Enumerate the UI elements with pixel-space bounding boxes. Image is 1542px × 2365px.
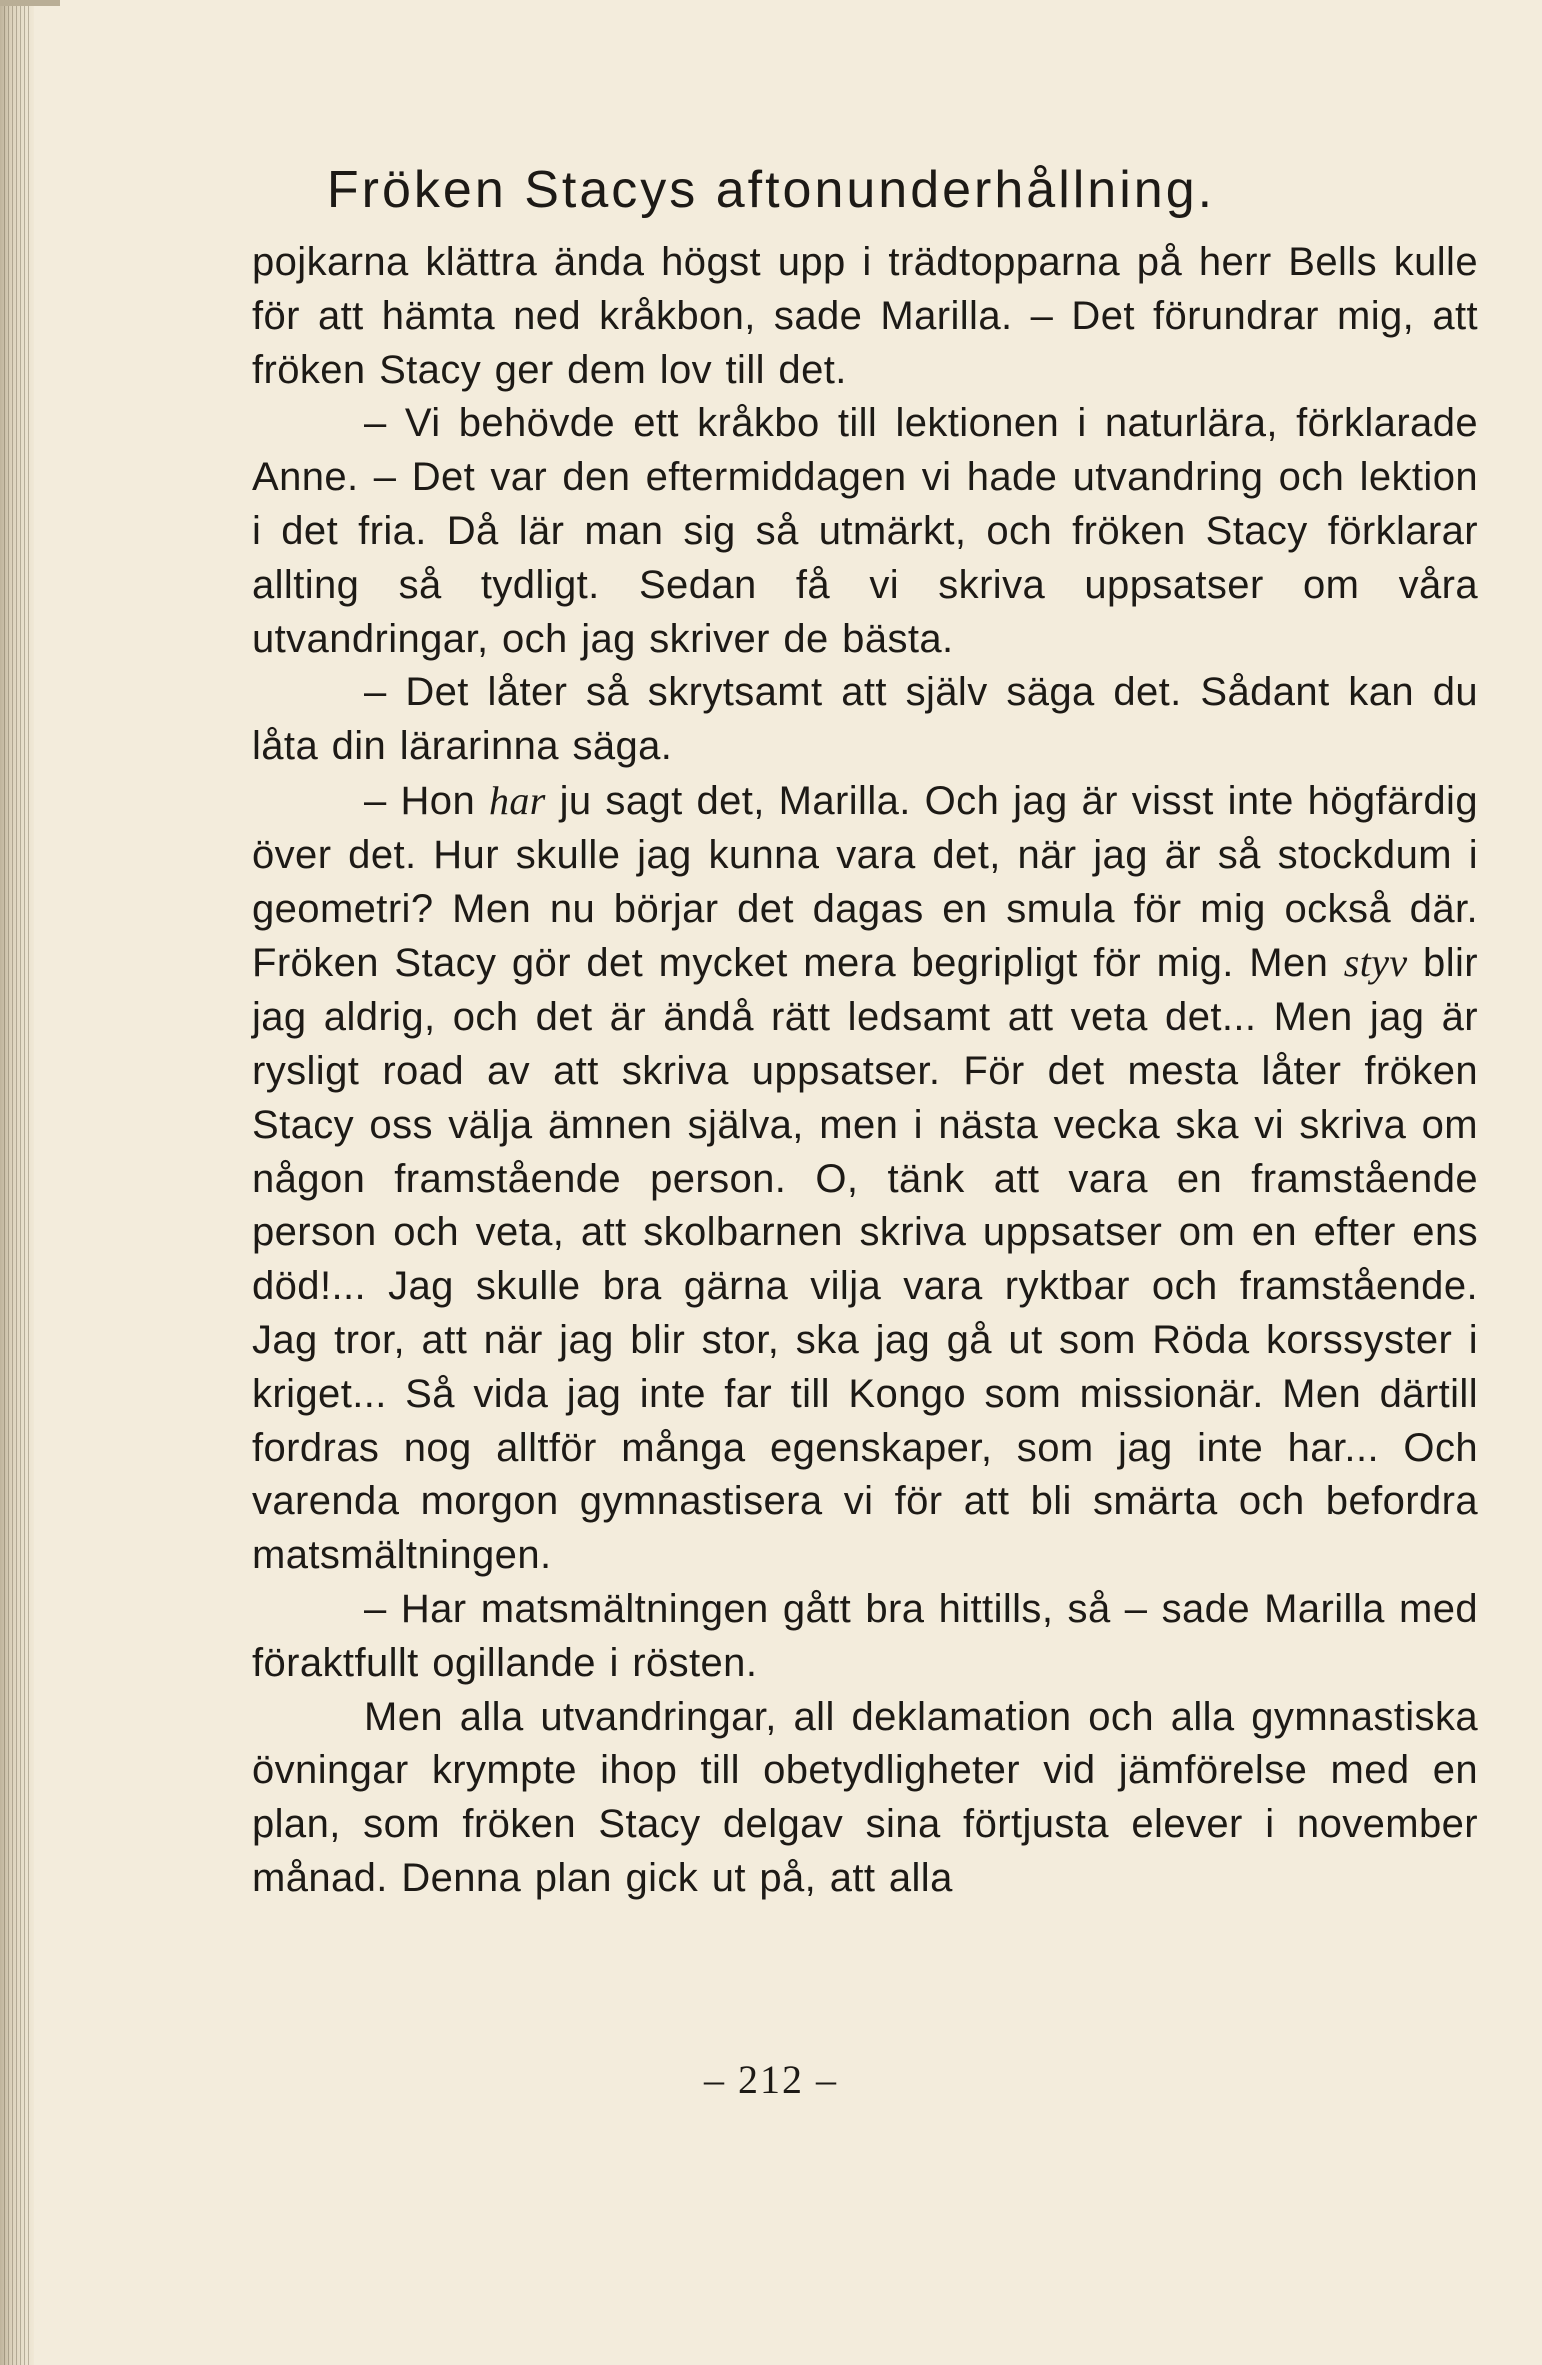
paragraph-text: – Hon (364, 778, 489, 823)
paragraph (252, 666, 1478, 774)
paragraph-text: – Har matsmältningen gått bra hittills, så – sade Marilla med föraktfullt ogillande i rösten. (252, 1586, 1478, 1685)
page-stack-edges (4, 0, 30, 2365)
paragraph-text: ju sagt det, Marilla. Och jag är visst inte högfärdig över det. Hur skulle jag kunna vara det, när jag är så stockdum i geometri? Men nu börjar det dagas en smula för mig också där. Fröken Stacy gör det mycket mera begripligt för mig. Men (252, 778, 1478, 986)
italic-text: styv (1343, 940, 1408, 986)
page-edge (0, 0, 60, 6)
paragraph (252, 236, 1478, 397)
body-text (252, 236, 1478, 1906)
paragraph-text: blir jag aldrig, och det är ändå rätt ledsamt att veta det... Men jag är rysligt road av att skriva uppsatser. För det mesta låter fröken Stacy oss välja ämnen själva, men i nästa vecka ska vi skriva om någon framstående person. O, tänk att vara en framstående person och veta, att skolbarnen skriva uppsatser om en efter ens död!... Jag skulle bra gärna vilja vara ryktbar och framstående. Jag tror, att när jag blir stor, ska jag gå ut som Röda korssyster i kriget... Så vida jag inte far till Kongo som missionär. Men därtill fordras nog alltför många egenskaper, som jag inte har... Och varenda morgon gymnastisera vi för att bli smärta och befordra matsmältningen. (252, 941, 1479, 1578)
running-header: Fröken Stacys aftonunderhållning. (326, 161, 1216, 219)
italic-text: har (488, 777, 546, 823)
paragraph (252, 1583, 1478, 1691)
paragraph (252, 774, 1478, 1583)
paragraph-text: Men alla utvandringar, all deklamation och alla gymnastiska övningar krympte ihop till obetydligheter vid jämförelse med en plan, som fröken Stacy delgav sina förtjusta elever i november månad. Denna plan gick ut på, att alla (252, 1694, 1478, 1900)
paragraph-text: pojkarna klättra ända högst upp i trädtopparna på herr Bells kulle för att hämta ned kråkbon, sade Marilla. – Det förundrar mig, att fröken Stacy ger dem lov till det. (252, 240, 1478, 392)
paragraph (252, 1691, 1478, 1906)
paragraph (252, 397, 1478, 666)
page-number: – 212 – (704, 2057, 838, 2102)
paragraph-text: – Vi behövde ett kråkbo till lektionen i naturlära, förklarade Anne. – Det var den eftermiddagen vi hade utvandring och lektion i det fria. Då lär man sig så utmärkt, och fröken Stacy förklarar allting så tydligt. Sedan få vi skriva uppsatser om våra utvandringar, och jag skriver de bästa. (252, 401, 1478, 661)
paragraph-text: – Det låter så skrytsamt att själv säga det. Sådant kan du låta din lärarinna säga. (252, 670, 1478, 769)
